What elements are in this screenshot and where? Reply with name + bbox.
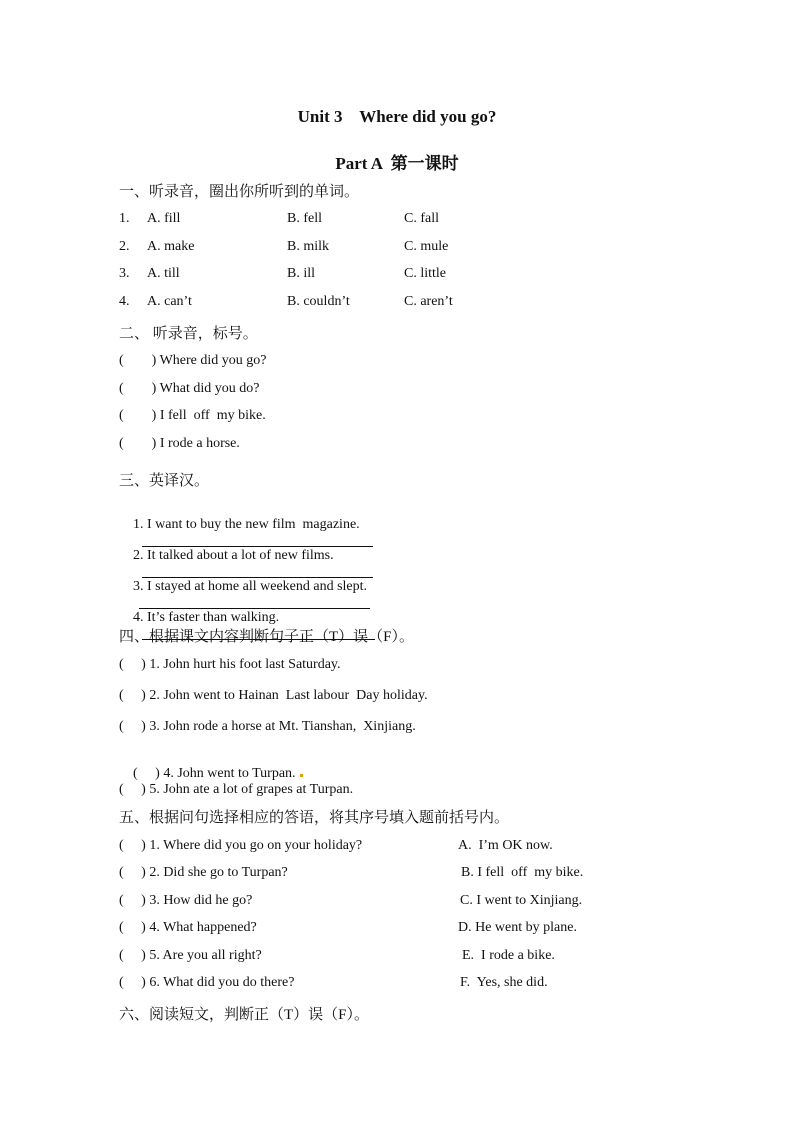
option-b: B. fell xyxy=(287,211,322,226)
option-c: C. fall xyxy=(404,211,439,226)
item-number: 4. xyxy=(119,294,130,309)
ordering-item: ( ) Where did you go? xyxy=(119,353,267,368)
matching-question: ( ) 6. What did you do there? xyxy=(119,975,295,990)
section3-heading: 三、英译汉。 xyxy=(119,473,210,489)
stray-dot-mark xyxy=(300,774,303,777)
ordering-item: ( ) I fell off my bike. xyxy=(119,408,266,423)
option-c: C. mule xyxy=(404,239,449,254)
option-c: C. little xyxy=(404,266,446,281)
option-a: A. till xyxy=(147,266,180,281)
option-a: A. fill xyxy=(147,211,181,226)
true-false-item: ( ) 2. John went to Hainan Last labour Day holiday. xyxy=(119,688,428,703)
true-false-item: ( ) 5. John ate a lot of grapes at Turpan. xyxy=(119,782,354,797)
matching-question: ( ) 5. Are you all right? xyxy=(119,948,262,963)
matching-answer: C. I went to Xinjiang. xyxy=(460,893,583,908)
section5-heading: 五、根据问句选择相应的答语，将其序号填入题前括号内。 xyxy=(119,810,510,826)
matching-answer: D. He went by plane. xyxy=(458,920,577,935)
section6-heading: 六、阅读短文，判断正（T）误（F）。 xyxy=(119,1007,370,1023)
ordering-item: ( ) I rode a horse. xyxy=(119,436,240,451)
item-number: 2. xyxy=(119,239,130,254)
unit-title: Unit 3 Where did you go? xyxy=(297,107,497,126)
option-c: C. aren’t xyxy=(404,294,453,309)
section2-heading: 二、 听录音，标号。 xyxy=(119,326,258,342)
ordering-item: ( ) What did you do? xyxy=(119,381,260,396)
matching-answer: B. I fell off my bike. xyxy=(461,865,584,880)
matching-answer: A. I’m OK now. xyxy=(458,838,553,853)
translation-sentence: 3. I stayed at home all weekend and slept. xyxy=(133,579,368,594)
translation-sentence: 1. I want to buy the new film magazine. xyxy=(133,517,360,532)
option-b: B. couldn’t xyxy=(287,294,350,309)
true-false-item: ( ) 3. John rode a horse at Mt. Tianshan, Xinjiang. xyxy=(119,719,416,734)
translation-sentence: 4. It’s faster than walking. xyxy=(133,610,280,625)
matching-question: ( ) 1. Where did you go on your holiday? xyxy=(119,838,363,853)
matching-answer: E. I rode a bike. xyxy=(462,948,555,963)
option-b: B. ill xyxy=(287,266,316,281)
true-false-text: ( ) 4. John went to Turpan. xyxy=(133,766,296,781)
option-b: B. milk xyxy=(287,239,330,254)
part-subtitle: Part A 第一课时 xyxy=(335,154,459,173)
matching-question: ( ) 3. How did he go? xyxy=(119,893,253,908)
matching-answer: F. Yes, she did. xyxy=(460,975,548,990)
option-a: A. can’t xyxy=(147,294,192,309)
option-a: A. make xyxy=(147,239,195,254)
matching-question: ( ) 4. What happened? xyxy=(119,920,257,935)
section4-heading: 四、根据课文内容判断句子正（T）误（F）。 xyxy=(119,629,415,645)
item-number: 3. xyxy=(119,266,130,281)
translation-sentence: 2. It talked about a lot of new films. xyxy=(133,548,334,563)
item-number: 1. xyxy=(119,211,130,226)
section1-heading: 一、听录音，圈出你所听到的单词。 xyxy=(119,184,360,200)
matching-question: ( ) 2. Did she go to Turpan? xyxy=(119,865,288,880)
true-false-item: ( ) 1. John hurt his foot last Saturday. xyxy=(119,657,341,672)
